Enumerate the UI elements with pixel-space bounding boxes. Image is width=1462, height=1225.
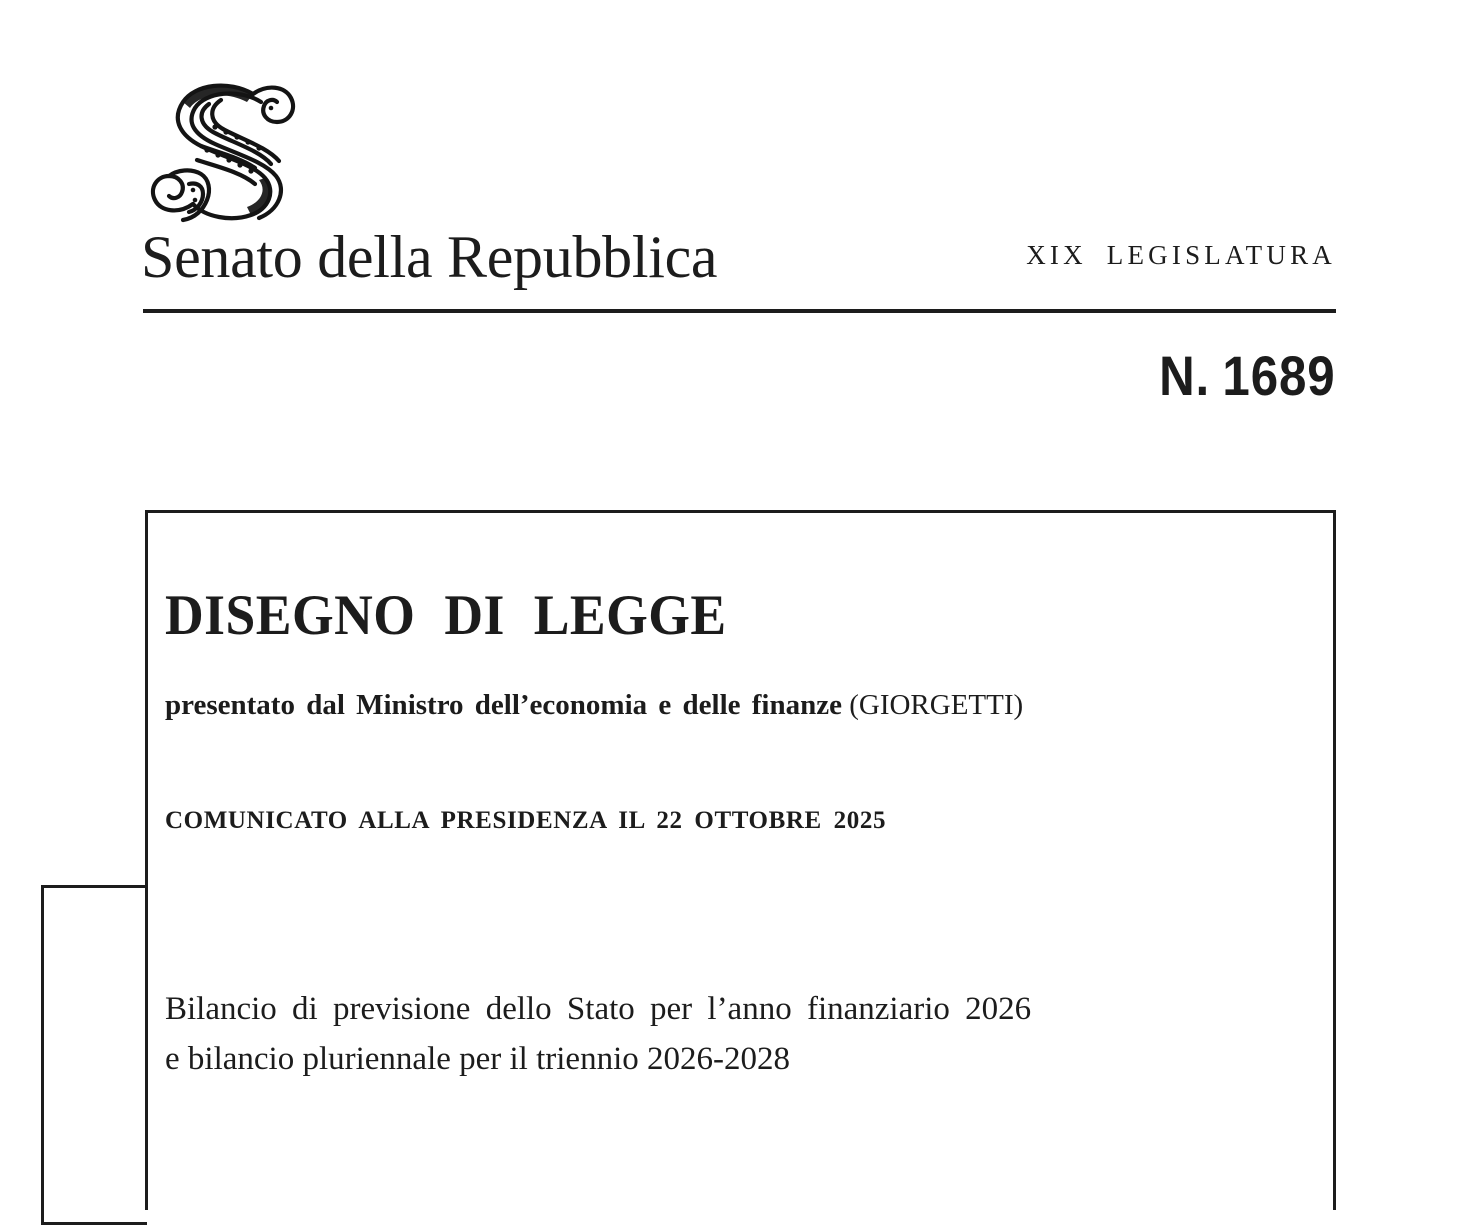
header-divider [143,309,1336,313]
document-number [1159,344,1336,407]
document-number-prefix: N. [1159,344,1211,407]
senate-emblem-icon [143,72,311,227]
legislature-number: XIX [1026,240,1087,270]
legislature-word: LEGISLATURA [1106,240,1336,270]
bill-subject [165,984,1117,1084]
bill-presenter-role: presentato dal Ministro dell’economia e delle finanze [165,689,842,721]
bill-presenter [165,687,1023,723]
bill-presenter-name: (GIORGETTI) [849,689,1024,721]
bill-communication-date: COMUNICATO ALLA PRESIDENZA IL 22 OTTOBRE 2025 [165,807,887,834]
legislature-label [1026,240,1336,270]
bill-title: DISEGNO DI LEGGE [165,584,727,647]
document-number-value: 1689 [1222,344,1336,407]
institution-name: Senato della Repubblica [141,224,718,290]
secondary-frame [41,885,147,1225]
bill-subject-line-1: Bilancio di previsione dello Stato per l’anno finanziario 2026 [165,991,1032,1027]
bill-subject-line-2: e bilancio pluriennale per il triennio 2026-2028 [165,1041,790,1077]
